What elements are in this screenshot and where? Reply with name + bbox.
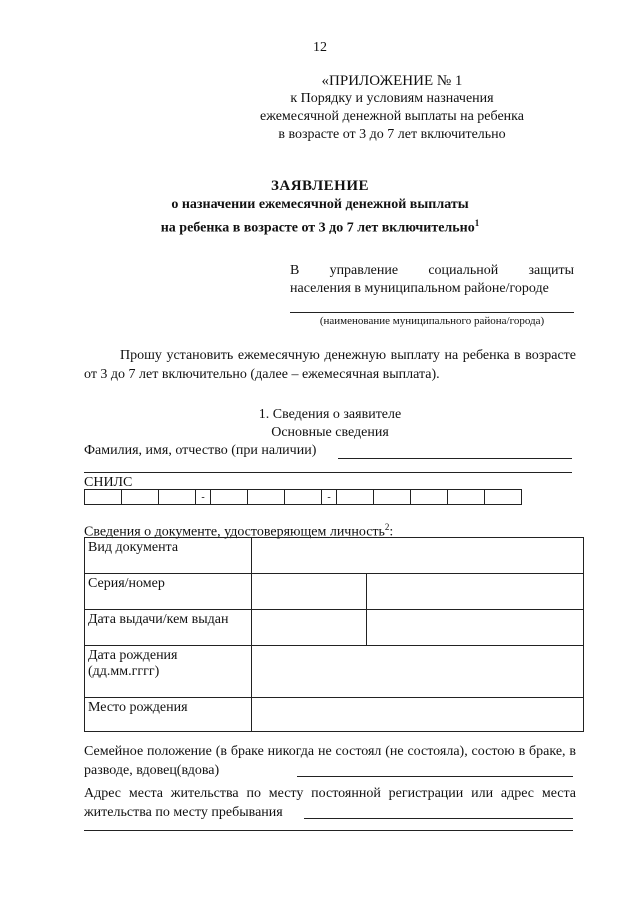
family-status-field[interactable] (297, 776, 573, 777)
fio-field-continuation[interactable] (84, 472, 572, 473)
table-row (85, 646, 584, 698)
snils-separator: - (322, 490, 337, 505)
issue-date-field[interactable] (252, 610, 367, 646)
addressee-block (290, 262, 574, 298)
section-1-subtitle: Основные сведения (271, 425, 389, 440)
appendix-line-3: ежемесячной денежной выплаты на ребенка (260, 109, 524, 124)
snils-cell[interactable] (411, 490, 448, 505)
doc-type-field[interactable] (252, 538, 584, 574)
appendix-header (232, 72, 552, 144)
birth-date-label-text: Дата рождения (88, 648, 178, 663)
addressee-line-2: населения в муниципальном районе/городе (290, 281, 549, 296)
fio-field[interactable] (338, 458, 572, 459)
snils-row (85, 490, 522, 505)
appendix-line-4: в возрасте от 3 до 7 лет включительно (278, 127, 506, 142)
birth-place-field[interactable] (252, 698, 584, 732)
fio-label: Фамилия, имя, отчество (при наличии) (84, 443, 317, 458)
table-row (85, 698, 584, 732)
birth-date-format: (дд.мм.гггг) (88, 664, 160, 679)
birth-place-label: Место рождения (85, 698, 252, 732)
snils-cell[interactable] (337, 490, 374, 505)
family-status-text: Семейное положение (в браке никогда не состоял (не состояла), состою в браке, в разводе, вдовец(вдова) (84, 744, 576, 778)
snils-separator: - (196, 490, 211, 505)
municipality-caption: (наименование муниципального района/города) (319, 315, 545, 327)
subtitle-line-2: на ребенка в возрасте от 3 до 7 лет включительно (160, 220, 475, 236)
appendix-line-2: к Порядку и условиям назначения (290, 91, 494, 106)
snils-cell[interactable] (122, 490, 159, 505)
footnote-mark-1: 1 (474, 218, 480, 228)
section-heading (0, 406, 640, 442)
issue-label: Дата выдачи/кем выдан (85, 610, 252, 646)
birth-date-label (85, 646, 252, 698)
series-number-label: Серия/номер (85, 574, 252, 610)
appendix-title: «ПРИЛОЖЕНИЕ № 1 (321, 73, 463, 89)
page-number: 12 (313, 40, 327, 55)
identity-doc-label-text: Сведения о документе, удостоверяющем личность (84, 524, 385, 540)
snils-cell[interactable] (374, 490, 411, 505)
table-row (85, 610, 584, 646)
snils-cell[interactable] (285, 490, 322, 505)
request-paragraph: Прошу установить ежемесячную денежную выплату на ребенка в возрасте от 3 до 7 лет включительно (далее – ежемесячная выплата). (84, 348, 576, 382)
issued-by-field[interactable] (367, 610, 584, 646)
snils-cell[interactable] (85, 490, 122, 505)
snils-cell[interactable] (448, 490, 485, 505)
snils-label: СНИЛС (84, 475, 133, 490)
subtitle-line-1: о назначении ежемесячной денежной выплаты (171, 197, 469, 212)
document-subtitle (0, 196, 640, 238)
municipality-field-line[interactable] (290, 312, 574, 313)
identity-doc-label-colon: : (389, 524, 394, 540)
address-text: Адрес места жительства по месту постоянной регистрации или адрес места жительства по месту пребывания (84, 786, 576, 820)
snils-cell[interactable] (211, 490, 248, 505)
snils-grid (84, 489, 522, 505)
identity-doc-table (84, 537, 584, 732)
number-field[interactable] (367, 574, 584, 610)
birth-date-field[interactable] (252, 646, 584, 698)
snils-cell[interactable] (485, 490, 522, 505)
document-title: ЗАЯВЛЕНИЕ (270, 178, 370, 194)
addressee-line-1: В управление социальной защиты (290, 263, 574, 278)
series-field[interactable] (252, 574, 367, 610)
table-row (85, 538, 584, 574)
address-field[interactable] (304, 818, 573, 819)
footnote-mark-2: 2 (384, 522, 390, 532)
snils-cell[interactable] (248, 490, 285, 505)
address-field-continuation[interactable] (84, 830, 573, 831)
section-1-title: 1. Сведения о заявителе (258, 407, 402, 422)
table-row (85, 574, 584, 610)
doc-type-label: Вид документа (85, 538, 252, 574)
snils-cell[interactable] (159, 490, 196, 505)
